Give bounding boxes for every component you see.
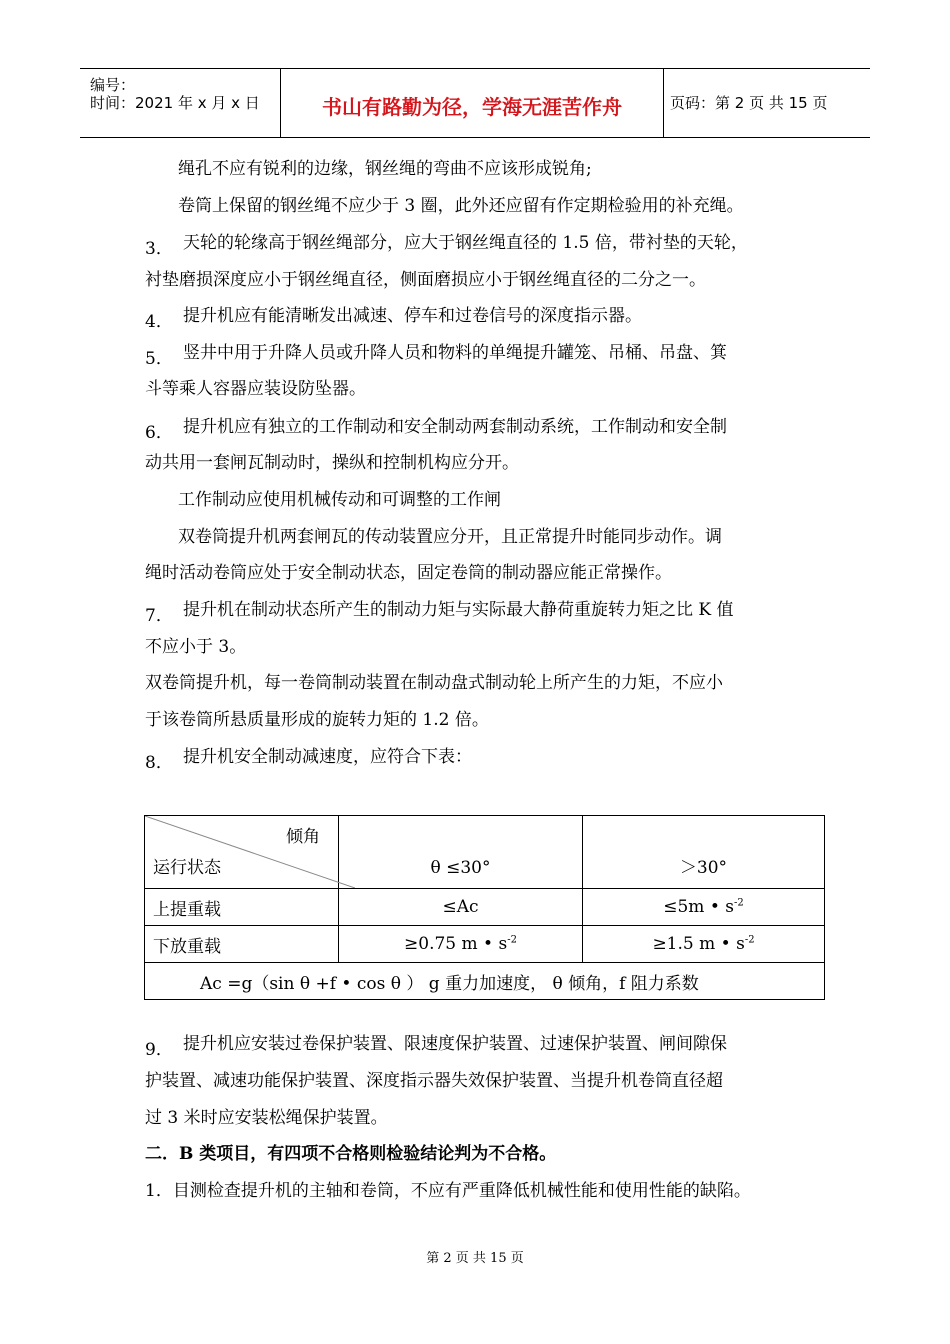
text-line: 衬垫磨损深度应小于钢丝绳直径，侧面磨损应小于钢丝绳直径的二分之一。 bbox=[145, 270, 706, 290]
page-footer: 第 2 页 共 15 页 bbox=[426, 1251, 524, 1266]
table-cell: ≤Ac bbox=[339, 889, 583, 926]
text-line: 动共用一套闸瓦制动时，操纵和控制机构应分开。 bbox=[145, 453, 519, 473]
deceleration-table bbox=[144, 815, 825, 1000]
header-meta bbox=[80, 69, 280, 137]
text-line: 不应小于 3。 bbox=[145, 637, 247, 657]
item-number: 6． bbox=[145, 423, 173, 443]
text-line: 天轮的轮缘高于钢丝绳部分，应大于钢丝绳直径的 1.5 倍，带衬垫的天轮， bbox=[183, 233, 748, 253]
table-header-cell: ＞30° bbox=[583, 816, 825, 889]
text-line: 1．目测检查提升机的主轴和卷筒，不应有严重降低机械性能和使用性能的缺陷。 bbox=[145, 1181, 751, 1201]
table-formula: Ac =g（sin θ +f • cos θ ） g 重力加速度， θ 倾角，f 阻力系数 bbox=[145, 963, 825, 1000]
text-line: 提升机在制动状态所产生的制动力矩与实际最大静荷重旋转力矩之比 K 值 bbox=[183, 600, 734, 620]
time-label: 时间：2021 年 x 月 x 日 bbox=[90, 94, 260, 112]
text-line: 工作制动应使用机械传动和可调整的工作闸 bbox=[178, 490, 501, 510]
section-heading: 二．B 类项目，有四项不合格则检验结论判为不合格。 bbox=[145, 1144, 557, 1164]
item-number: 7． bbox=[145, 606, 173, 626]
table-row-label: 下放重载 bbox=[145, 926, 339, 963]
page-header bbox=[80, 68, 870, 138]
text-line: 双卷筒提升机两套闸瓦的传动装置应分开，且正常提升时能同步动作。调 bbox=[178, 527, 722, 547]
item-number: 4． bbox=[145, 312, 173, 332]
text-line: 过 3 米时应安装松绳保护装置。 bbox=[145, 1108, 388, 1128]
text-line: 提升机应有独立的工作制动和安全制动两套制动系统，工作制动和安全制 bbox=[183, 417, 727, 437]
code-label: 编号： bbox=[90, 76, 136, 94]
header-page-cell bbox=[662, 69, 870, 137]
table-header-cell: θ ≤30° bbox=[339, 816, 583, 889]
table-cell: ≥1.5 m • $s^{-2}$ bbox=[583, 926, 825, 963]
page-label: 页码：第 2 页 共 15 页 bbox=[670, 94, 828, 112]
text-line: 绳孔不应有锐利的边缘，钢丝绳的弯曲不应该形成锐角; bbox=[178, 159, 592, 179]
table-corner-cell bbox=[145, 816, 339, 889]
item-number: 5． bbox=[145, 349, 173, 369]
motto: 书山有路勤为径，学海无涯苦作舟 bbox=[322, 95, 622, 119]
corner-top-label: 倾角 bbox=[286, 827, 320, 847]
corner-bottom-label: 运行状态 bbox=[153, 858, 221, 878]
item-number: 3． bbox=[145, 239, 173, 259]
text-line: 提升机应有能清晰发出减速、停车和过卷信号的深度指示器。 bbox=[183, 306, 642, 326]
text-line: 双卷筒提升机，每一卷筒制动装置在制动盘式制动轮上所产生的力矩，不应小 bbox=[145, 673, 723, 693]
text-line: 竖井中用于升降人员或升降人员和物料的单绳提升罐笼、吊桶、吊盘、箕 bbox=[183, 343, 727, 363]
text-line: 提升机应安装过卷保护装置、限速度保护装置、过速保护装置、闸间隙保 bbox=[183, 1034, 727, 1054]
text-line: 卷筒上保留的钢丝绳不应少于 3 圈，此外还应留有作定期检验用的补充绳。 bbox=[178, 196, 744, 216]
item-number: 8． bbox=[145, 753, 173, 773]
text-line: 护装置、减速功能保护装置、深度指示器失效保护装置、当提升机卷筒直径超 bbox=[145, 1071, 723, 1091]
table-cell: ≥0.75 m • $s^{-2}$ bbox=[339, 926, 583, 963]
text-line: 于该卷筒所悬质量形成的旋转力矩的 1.2 倍。 bbox=[145, 710, 489, 730]
table-row-label: 上提重载 bbox=[145, 889, 339, 926]
text-line: 提升机安全制动减速度，应符合下表： bbox=[183, 747, 472, 767]
table-cell: ≤5m • $s^{-2}$ bbox=[583, 889, 825, 926]
item-number: 9． bbox=[145, 1040, 173, 1060]
header-motto-cell bbox=[280, 69, 664, 137]
text-line: 斗等乘人容器应装设防坠器。 bbox=[145, 379, 366, 399]
text-line: 绳时活动卷筒应处于安全制动状态，固定卷筒的制动器应能正常操作。 bbox=[145, 563, 672, 583]
